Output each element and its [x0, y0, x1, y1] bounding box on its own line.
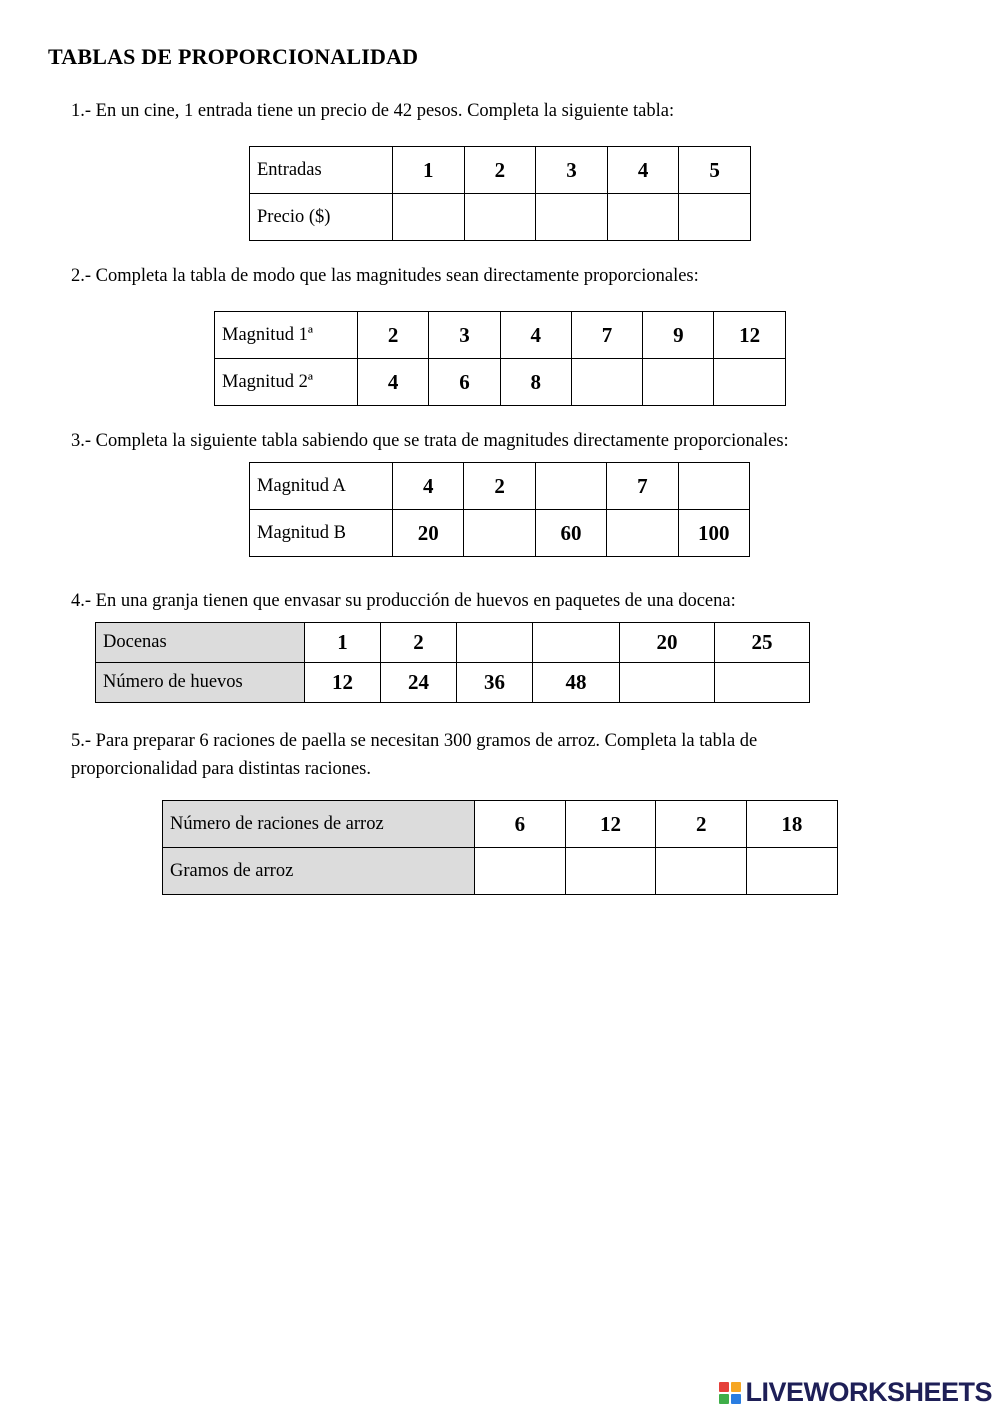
q5-given-cell: 18 [747, 801, 838, 848]
q1-answer-input[interactable] [679, 194, 750, 240]
q3-answer-cell [607, 510, 678, 557]
question-1-text: 1.- En un cine, 1 entrada tiene un precio de 42 pesos. Completa la siguiente tabla: [71, 101, 675, 121]
q1-answer-cell [679, 194, 751, 241]
q1-given-cell: 3 [536, 147, 608, 194]
q4-row-1 [96, 623, 810, 663]
q5-answer-input[interactable] [656, 848, 746, 894]
q1-row-label: Precio ($) [250, 194, 393, 241]
q4-answer-input[interactable] [620, 663, 714, 702]
q5-row-label: Número de raciones de arroz [163, 801, 475, 848]
q3-answer-cell [535, 463, 606, 510]
q4-row-2 [96, 663, 810, 703]
q2-answer-input[interactable] [572, 359, 642, 405]
q4-answer-cell [457, 623, 533, 663]
q2-given-cell: 7 [571, 312, 642, 359]
q4-table [95, 622, 810, 703]
q2-given-cell: 4 [500, 312, 571, 359]
q5-answer-input[interactable] [475, 848, 565, 894]
q5-row-label: Gramos de arroz [163, 848, 475, 895]
q1-row-1 [250, 147, 751, 194]
q5-answer-cell [747, 848, 838, 895]
q4-answer-cell [620, 663, 715, 703]
q3-table [249, 462, 750, 557]
q1-answer-cell [536, 194, 608, 241]
question-3-text: 3.- Completa la siguiente tabla sabiendo que se trata de magnitudes directamente proporcionales: [71, 431, 789, 451]
question-4-text: 4.- En una granja tienen que envasar su producción de huevos en paquetes de una docena: [71, 591, 736, 611]
q5-table [162, 800, 838, 895]
q1-answer-input[interactable] [536, 194, 607, 240]
q1-row-label: Entradas [250, 147, 393, 194]
q4-given-cell: 1 [305, 623, 381, 663]
q5-row-1 [163, 801, 838, 848]
q2-answer-input[interactable] [714, 359, 784, 405]
q2-given-cell: 2 [358, 312, 429, 359]
q4-answer-input[interactable] [715, 663, 809, 702]
q4-given-cell: 12 [305, 663, 381, 703]
q1-given-cell: 2 [464, 147, 536, 194]
q4-row-label: Número de huevos [96, 663, 305, 703]
q4-given-cell: 20 [620, 623, 715, 663]
q4-answer-input[interactable] [457, 623, 532, 662]
q1-given-cell: 1 [393, 147, 465, 194]
q4-row-label: Docenas [96, 623, 305, 663]
q3-answer-cell [464, 510, 535, 557]
q5-given-cell: 2 [656, 801, 747, 848]
q4-given-cell: 2 [381, 623, 457, 663]
q2-given-cell: 3 [429, 312, 500, 359]
q3-given-cell: 60 [535, 510, 606, 557]
q4-given-cell: 36 [457, 663, 533, 703]
q1-answer-input[interactable] [393, 194, 464, 240]
q1-answer-input[interactable] [465, 194, 536, 240]
q3-answer-input[interactable] [464, 510, 534, 556]
q4-given-cell: 24 [381, 663, 457, 703]
q3-row-label: Magnitud A [250, 463, 393, 510]
q4-given-cell: 48 [533, 663, 620, 703]
logo-square [719, 1382, 729, 1392]
logo-square [731, 1394, 741, 1404]
q3-given-cell: 2 [464, 463, 535, 510]
q3-answer-cell [678, 463, 749, 510]
q3-row-label: Magnitud B [250, 510, 393, 557]
q3-answer-input[interactable] [536, 463, 606, 509]
question-5-text-line-2: proporcionalidad para distintas raciones. [71, 759, 372, 779]
q1-given-cell: 4 [607, 147, 679, 194]
worksheet-title: TABLAS DE PROPORCIONALIDAD [48, 44, 419, 69]
q1-answer-input[interactable] [608, 194, 679, 240]
q5-row-2 [163, 848, 838, 895]
logo-square [731, 1382, 741, 1392]
q2-given-cell: 9 [643, 312, 714, 359]
q2-answer-input[interactable] [643, 359, 713, 405]
q2-given-cell: 12 [714, 312, 785, 359]
q4-answer-cell [533, 623, 620, 663]
q5-given-cell: 6 [475, 801, 566, 848]
q5-answer-cell [475, 848, 566, 895]
q2-row-1 [215, 312, 786, 359]
q2-row-label: Magnitud 2ª [215, 359, 358, 406]
q1-answer-cell [464, 194, 536, 241]
logo-square [719, 1394, 729, 1404]
q1-answer-cell [393, 194, 465, 241]
q2-given-cell: 8 [500, 359, 571, 406]
liveworksheets-brand [719, 1377, 992, 1408]
q2-given-cell: 6 [429, 359, 500, 406]
q2-row-2 [215, 359, 786, 406]
q1-answer-cell [607, 194, 679, 241]
brand-name: LIVEWORKSHEETS [745, 1377, 992, 1407]
q2-answer-cell [643, 359, 714, 406]
q5-answer-input[interactable] [566, 848, 656, 894]
q5-answer-cell [565, 848, 656, 895]
q4-answer-input[interactable] [533, 623, 619, 662]
q5-given-cell: 12 [565, 801, 656, 848]
q3-given-cell: 20 [393, 510, 464, 557]
q3-answer-input[interactable] [679, 463, 749, 509]
q3-given-cell: 7 [607, 463, 678, 510]
q2-given-cell: 4 [358, 359, 429, 406]
q2-answer-cell [714, 359, 785, 406]
q3-given-cell: 100 [678, 510, 749, 557]
q3-answer-input[interactable] [607, 510, 677, 556]
q1-given-cell: 5 [679, 147, 751, 194]
q1-row-2 [250, 194, 751, 241]
q3-row-1 [250, 463, 750, 510]
q1-table [249, 146, 751, 241]
q3-row-2 [250, 510, 750, 557]
q5-answer-input[interactable] [747, 848, 837, 894]
q2-answer-cell [571, 359, 642, 406]
q5-answer-cell [656, 848, 747, 895]
question-5-text-line-1: 5.- Para preparar 6 raciones de paella se necesitan 300 gramos de arroz. Completa la tabla de [71, 731, 758, 751]
question-2-text: 2.- Completa la tabla de modo que las magnitudes sean directamente proporcionales: [71, 266, 699, 286]
q2-row-label: Magnitud 1ª [215, 312, 358, 359]
liveworksheets-logo-icon [719, 1382, 741, 1404]
q4-answer-cell [715, 663, 810, 703]
q2-table [214, 311, 786, 406]
q3-given-cell: 4 [393, 463, 464, 510]
q4-given-cell: 25 [715, 623, 810, 663]
